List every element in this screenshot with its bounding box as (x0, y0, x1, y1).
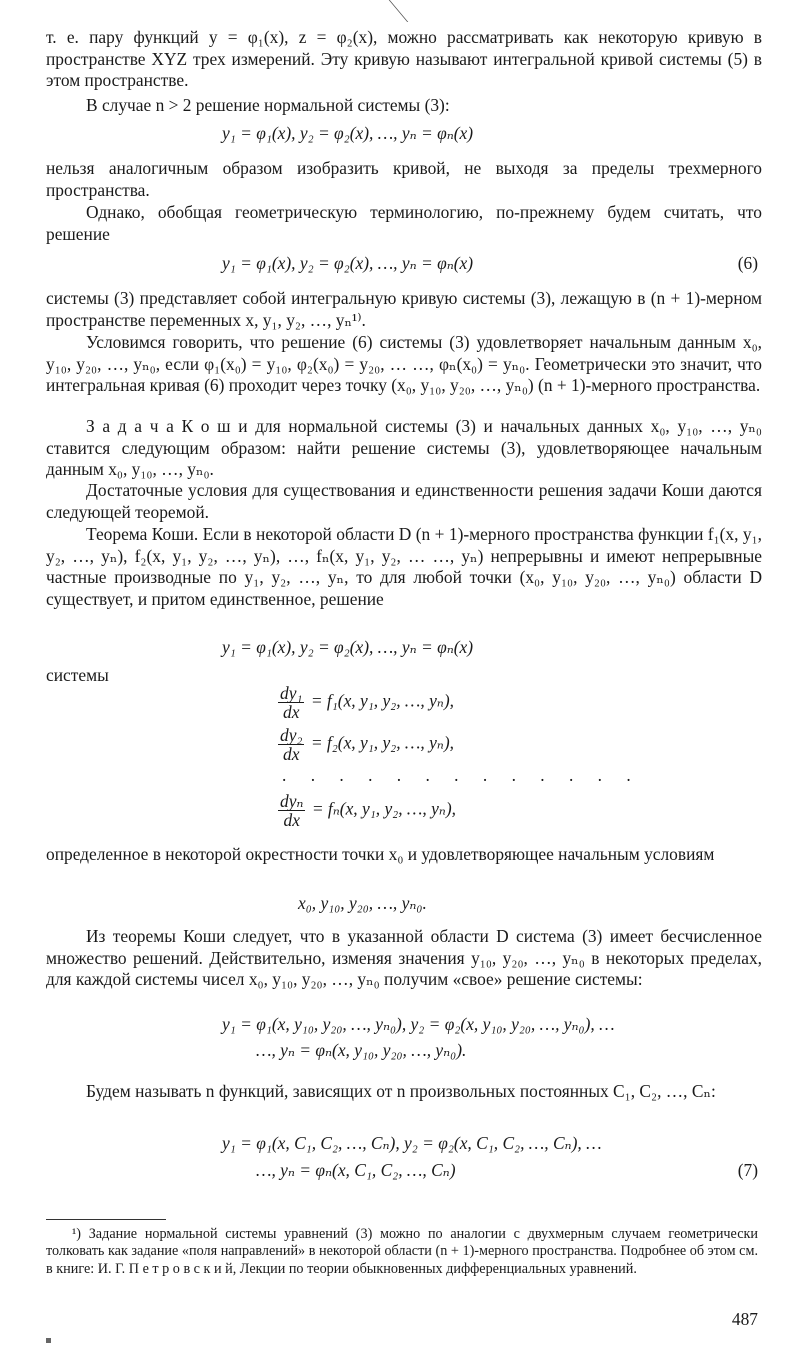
equation-initial-conditions: x₀, y₁₀, y₂₀, …, yₙ₀. (298, 893, 427, 913)
equation-theorem-solution: y₁ = φ₁(x), y₂ = φ₂(x), …, yₙ = φₙ(x) (222, 637, 474, 657)
equation-7-label: (7) (737, 1160, 758, 1180)
equation-6-label: (6) (737, 253, 758, 273)
paragraph-integral-curve-def: системы (3) представляет собой интегральную кривую системы (3), лежащую в (n + 1)-мерном пространстве переменных x, y₁, y₂, …, yₙ¹⁾. (46, 288, 762, 330)
paragraph-cauchy-problem: З а д а ч а К о ш и для нормальной системы (3) и начальных данных x₀, y₁₀, …, yₙ₀ ставится следующим образом: найти решение системы (3), удовлетворяющее начальным данным x₀, y₁₀, …, yₙ₀. (46, 416, 762, 479)
footnote-divider (46, 1219, 166, 1220)
equation-general-line-2: …, yₙ = φₙ(x, y₁₀, y₂₀, …, yₙ₀). (256, 1040, 467, 1060)
equation-general-line-1: y₁ = φ₁(x, y₁₀, y₂₀, …, yₙ₀), y₂ = φ₂(x, y₁₀, y₂₀, …, yₙ₀), … (222, 1014, 615, 1034)
system-equation-2: $\frac{\text{dy₂}}{dx}$ = f₂(x, y₁, y₂, …, yₙ), (280, 725, 454, 764)
equation-solution: y₁ = φ₁(x), y₂ = φ₂(x), …, yₙ = φₙ(x) (222, 123, 474, 143)
scan-dot (46, 1338, 51, 1343)
paragraph-initial-data: Условимся говорить, что решение (6) системы (3) удовлетворяет начальным данным x₀, y₁₀, y₂₀, …, yₙ₀, если φ₁(x₀) = y₁₀, φ₂(x₀) = y₂₀, … …, φₙ(x₀) = yₙ₀. Геометрически это значит, что интегральная кривая (6) проходит через точку (x₀, y₁₀, y₂₀, …, yₙ₀) (n + 1)-мерного пространства. (46, 332, 762, 395)
paragraph-sufficient-conditions: Достаточные условия для существования и единственности решения задачи Коши даются следующей теоремой. (46, 480, 762, 522)
equation-7-line-1: y₁ = φ₁(x, C₁, C₂, …, Cₙ), y₂ = φ₂(x, C₁, C₂, …, Cₙ), … (222, 1133, 602, 1153)
paragraph-cannot-draw: нельзя аналогичным образом изобразить кривой, не выходя за пределы трехмерного пространства. (46, 158, 762, 200)
paragraph-integral-curve: т. е. пару функций y = φ₁(x), z = φ₂(x), можно рассматривать как некоторую кривую в пространстве XYZ трех измерений. Эту кривую называют интегральной кривой системы (5) в этом пространстве. (46, 27, 762, 90)
paragraph-neighborhood: определенное в некоторой окрестности точки x₀ и удовлетворяющее начальным условиям (46, 844, 715, 864)
paragraph-system-word: системы (46, 665, 109, 685)
paragraph-n-functions: Будем называть n функций, зависящих от n произвольных постоянных C₁, C₂, …, Cₙ: (86, 1081, 716, 1101)
page-number: 487 (731, 1309, 758, 1329)
equation-7-line-2: …, yₙ = φₙ(x, C₁, C₂, …, Cₙ) (256, 1160, 456, 1180)
equation-6: y₁ = φ₁(x), y₂ = φ₂(x), …, yₙ = φₙ(x) (222, 253, 474, 273)
paragraph-case-n: В случае n > 2 решение нормальной системы (3): (86, 95, 450, 115)
scan-mark (363, 0, 408, 22)
paragraph-infinite-solutions: Из теоремы Коши следует, что в указанной области D система (3) имеет бесчисленное множество решений. Действительно, изменяя значения y₁₀, y₂₀, …, yₙ₀ в некоторых пределах, для каждой системы чисел x₀, y₁₀, y₂₀, …, yₙ₀ получим «свое» решение системы: (46, 926, 762, 989)
footnote: ¹) Задание нормальной системы уравнений (3) можно по аналогии с двухмерным случаем геометрически толковать как задание «поля направлений» в некоторой области (n + 1)-мерного пространства. Подробнее об этом см. в книге: И. Г. П е т р о в с к и й, Лекции по теории обыкновенных дифференциальных уравнений. (46, 1226, 758, 1277)
system-equation-n: $\frac{\text{dyₙ}}{dx}$ = fₙ(x, y₁, y₂, …, yₙ), (280, 791, 456, 830)
paragraph-cauchy-theorem: Теорема Коши. Если в некоторой области D (n + 1)-мерного пространства функции f₁(x, y₁, y₂, …, yₙ), f₂(x, y₁, y₂, …, yₙ), …, fₙ(x, y₁, y₂, … …, yₙ) непрерывны и имеют непрерывные частные производные по y₁, y₂, …, yₙ, то для любой точки (x₀, y₁₀, y₂₀, …, yₙ₀) области D существует, и притом единственное, решение (46, 524, 762, 609)
system-ellipsis: . . . . . . . . . . . . . (282, 765, 641, 785)
system-equation-1: $\frac{\text{dy₁}}{dx}$ = f₁(x, y₁, y₂, …, yₙ), (280, 683, 454, 722)
paragraph-generalize: Однако, обобщая геометрическую терминологию, по-прежнему будем считать, что решение (46, 202, 762, 244)
